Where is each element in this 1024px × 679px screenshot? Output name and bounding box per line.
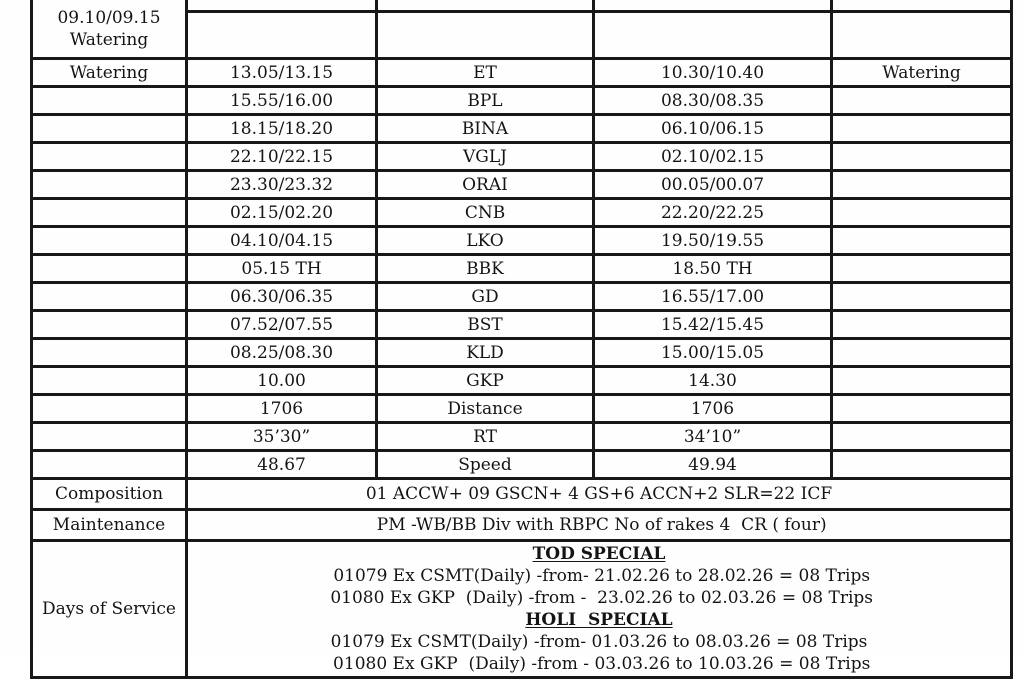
up-time-cell: 14.30 [594,367,832,395]
schedule-row [32,423,1012,451]
remark-left-cell [32,395,187,423]
down-time-cell: 08.25/08.30 [187,339,377,367]
watering-note-cell [32,0,187,59]
summary-value-cell: 01 ACCW+ 09 GSCN+ 4 GS+6 ACCN+2 SLR=22 ICF [187,479,1012,510]
station-cell: BINA [377,115,594,143]
trip-detail-line: 01080 Ex GKP (Daily) -from - 23.02.26 to 02.03.26 = 08 Trips [324,588,874,608]
down-time-cell: 10.00 [187,367,377,395]
remark-right-cell: Watering [832,59,1012,87]
station-cell: BST [377,311,594,339]
schedule-row [32,227,1012,255]
up-time-cell: 10.30/10.40 [594,59,832,87]
trip-detail-line: 01079 Ex CSMT(Daily) -from- 01.03.26 to 08.03.26 = 08 Trips [330,632,868,652]
remark-left-cell [32,255,187,283]
special-section-heading-row [190,543,1008,565]
down-time-cell: 05.15 TH [187,255,377,283]
down-time-cell: 13.05/13.15 [187,59,377,87]
up-time-cell: 02.10/02.15 [594,143,832,171]
schedule-row [32,451,1012,479]
station-cell: KLD [377,339,594,367]
station-cell: BBK [377,255,594,283]
up-time-cell: 15.00/15.05 [594,339,832,367]
station-cell: LKO [377,227,594,255]
remark-right-cell [832,423,1012,451]
remark-right-cell [832,283,1012,311]
schedule-row [32,311,1012,339]
empty-cell [594,12,832,59]
remark-left-cell [32,143,187,171]
empty-cell [187,0,377,12]
remark-left-cell [32,199,187,227]
schedule-row [32,283,1012,311]
station-cell: CNB [377,199,594,227]
remark-right-cell [832,395,1012,423]
remark-left-cell [32,87,187,115]
remark-right-cell [832,199,1012,227]
remark-left-cell [32,367,187,395]
down-time-cell: 35’30” [187,423,377,451]
schedule-row [32,171,1012,199]
special-section-heading: HOLI SPECIAL [525,610,673,630]
remark-left-cell [32,283,187,311]
up-time-cell: 08.30/08.35 [594,87,832,115]
station-cell: BPL [377,87,594,115]
schedule-row [32,87,1012,115]
remark-right-cell [832,227,1012,255]
down-time-cell: 06.30/06.35 [187,283,377,311]
remark-right-cell [832,451,1012,479]
empty-cell [832,12,1012,59]
remark-left-cell: Watering [32,59,187,87]
up-time-cell: 16.55/17.00 [594,283,832,311]
down-time-cell: 1706 [187,395,377,423]
table-row-partial-top [32,0,1012,12]
down-time-cell: 07.52/07.55 [187,311,377,339]
up-time-cell: 34’10” [594,423,832,451]
empty-cell [832,0,1012,12]
remark-right-cell [832,87,1012,115]
up-time-cell: 18.50 TH [594,255,832,283]
station-cell: ORAI [377,171,594,199]
summary-row [32,479,1012,510]
up-time-cell: 19.50/19.55 [594,227,832,255]
schedule-row [32,199,1012,227]
remark-right-cell [832,255,1012,283]
remark-left-cell [32,423,187,451]
down-time-cell: 02.15/02.20 [187,199,377,227]
days-of-service-content-cell [187,541,1012,678]
summary-label-cell: Composition [32,479,187,510]
empty-cell [187,12,377,59]
up-time-cell: 15.42/15.45 [594,311,832,339]
remark-left-cell [32,171,187,199]
station-cell: RT [377,423,594,451]
up-time-cell: 1706 [594,395,832,423]
remark-left-cell [32,339,187,367]
up-time-cell: 06.10/06.15 [594,115,832,143]
schedule-row [32,367,1012,395]
remark-right-cell [832,367,1012,395]
trip-detail-line: 01079 Ex CSMT(Daily) -from- 21.02.26 to 28.02.26 = 08 Trips [327,566,871,586]
empty-cell [377,0,594,12]
down-time-cell: 15.55/16.00 [187,87,377,115]
remark-left-cell [32,311,187,339]
schedule-row [32,255,1012,283]
schedule-row [32,115,1012,143]
schedule-row [32,395,1012,423]
days-of-service-label-cell: Days of Service [32,541,187,678]
remark-right-cell [832,311,1012,339]
station-cell: GD [377,283,594,311]
remark-right-cell [832,143,1012,171]
summary-label-cell: Maintenance [32,510,187,541]
station-cell: Distance [377,395,594,423]
days-of-service-row [32,541,1012,678]
station-cell: Speed [377,451,594,479]
remark-right-cell [832,171,1012,199]
watering-label: Watering [69,29,149,50]
schedule-row [32,143,1012,171]
empty-cell [594,0,832,12]
up-time-cell: 49.94 [594,451,832,479]
watering-time: 09.10/09.15 [57,7,161,28]
remark-left-cell [32,451,187,479]
station-cell: GKP [377,367,594,395]
train-timetable [30,0,1013,679]
summary-row [32,510,1012,541]
empty-cell [377,12,594,59]
trip-detail-line: 01080 Ex GKP (Daily) -from - 03.03.26 to 10.03.26 = 08 Trips [327,654,871,674]
down-time-cell: 22.10/22.15 [187,143,377,171]
down-time-cell: 04.10/04.15 [187,227,377,255]
up-time-cell: 00.05/00.07 [594,171,832,199]
schedule-row [32,339,1012,367]
remark-left-cell [32,227,187,255]
remark-right-cell [832,115,1012,143]
station-cell: ET [377,59,594,87]
special-section-heading-row [190,609,1008,631]
down-time-cell: 18.15/18.20 [187,115,377,143]
down-time-cell: 48.67 [187,451,377,479]
summary-value-cell: PM -WB/BB Div with RBPC No of rakes 4 CR ( four) [187,510,1012,541]
up-time-cell: 22.20/22.25 [594,199,832,227]
special-section-heading: TOD SPECIAL [532,544,666,564]
remark-right-cell [832,339,1012,367]
down-time-cell: 23.30/23.32 [187,171,377,199]
schedule-row [32,59,1012,87]
remark-left-cell [32,115,187,143]
station-cell: VGLJ [377,143,594,171]
